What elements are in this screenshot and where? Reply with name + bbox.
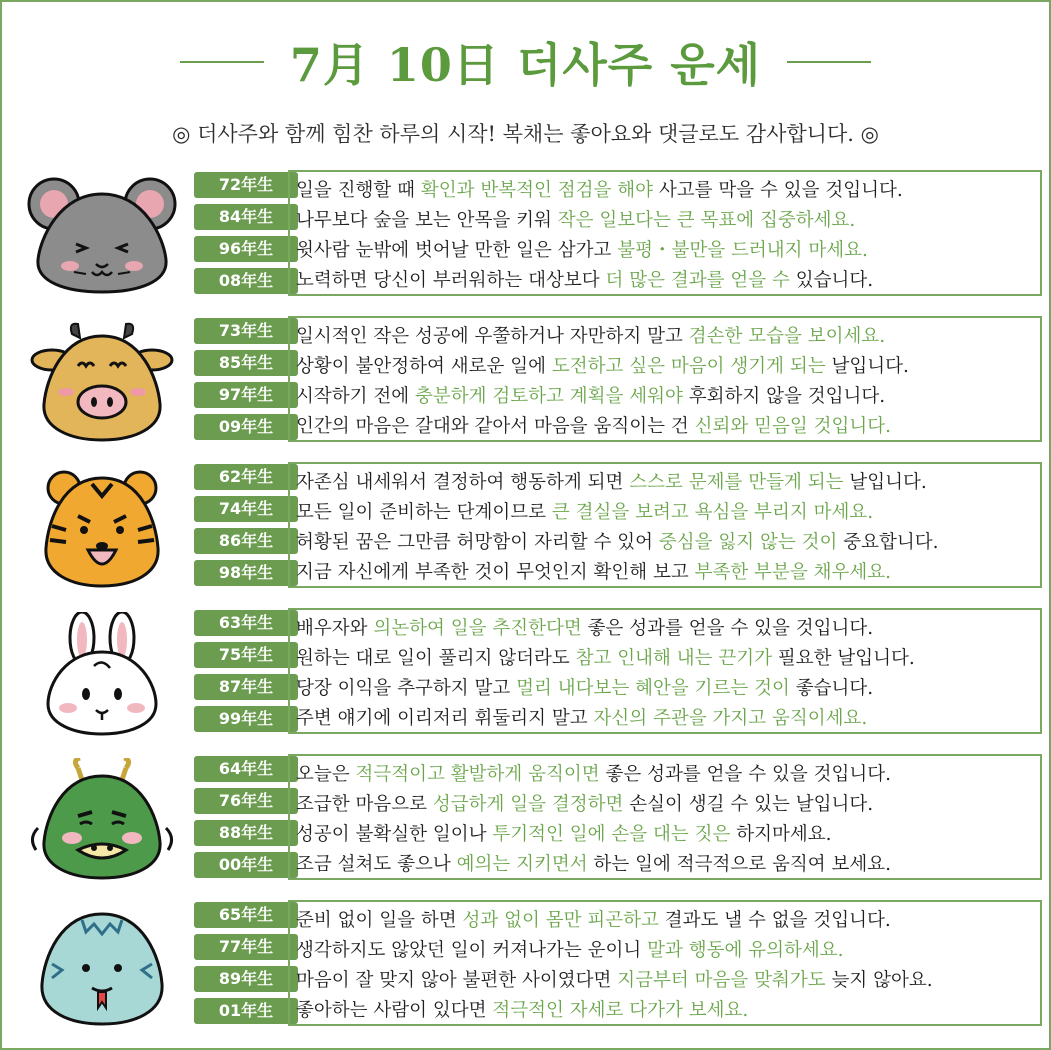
year-badge: 89年生 [194, 966, 298, 992]
fortune-line [296, 820, 1040, 850]
year-badge: 86年生 [194, 528, 298, 554]
birth-years-dragon [194, 756, 298, 884]
zodiac-block-rat [22, 170, 1044, 298]
fortune-text: 원하는 대로 일이 풀리지 않더라도 [296, 648, 576, 669]
fortune-highlight: 중심을 잃지 않는 것이 [658, 532, 838, 553]
year-badge: 77年生 [194, 934, 298, 960]
year-badge: 96年生 [194, 236, 298, 262]
year-badge: 63年生 [194, 610, 298, 636]
fortune-text: 손실이 생길 수 있는 날입니다. [623, 794, 874, 815]
fortune-line [296, 206, 1040, 236]
fortune-line [296, 966, 1040, 996]
fortune-text: 자존심 내세워서 결정하여 행동하게 되면 [296, 472, 630, 493]
fortune-highlight: 도전하고 싶은 마음이 생기게 되는 [551, 356, 826, 377]
fortune-text: 좋아하는 사람이 있다면 [296, 1000, 493, 1021]
fortune-highlight: 멀리 내다보는 혜안을 기르는 것이 [516, 678, 790, 699]
fortune-line [296, 644, 1040, 674]
fortune-highlight: 불평・불만을 드러내지 마세요. [617, 240, 868, 261]
fortune-line [296, 850, 1040, 880]
fortune-text: 지금 자신에게 부족한 것이 무엇인지 확인해 보고 [296, 562, 695, 583]
fortune-line [296, 558, 1040, 588]
fortune-highlight: 성과 없이 몸만 피곤하고 [462, 910, 659, 931]
fortune-line [296, 498, 1040, 528]
fortune-highlight: 성급하게 일을 결정하면 [432, 794, 624, 815]
fortune-highlight: 더 많은 결과를 얻을 수 [605, 270, 790, 291]
fortune-line [296, 176, 1040, 206]
fortune-box-snake [288, 900, 1042, 1026]
year-badge: 75年生 [194, 642, 298, 668]
birth-years-snake [194, 902, 298, 1030]
fortune-line [296, 614, 1040, 644]
fortune-text: 필요한 날입니다. [771, 648, 915, 669]
fortune-text: 있습니다. [789, 270, 874, 291]
fortune-line [296, 760, 1040, 790]
year-badge: 76年生 [194, 788, 298, 814]
year-badge: 73年生 [194, 318, 298, 344]
fortune-box-rat [288, 170, 1042, 296]
year-badge: 98年生 [194, 560, 298, 586]
fortune-line [296, 382, 1040, 412]
tiger-icon [22, 466, 182, 590]
fortune-text: 일시적인 작은 성공에 우쭐하거나 자만하지 말고 [296, 326, 689, 347]
fortune-text: 좋습니다. [789, 678, 874, 699]
fortune-text: 모든 일이 준비하는 단계이므로 [296, 502, 552, 523]
snake-icon [22, 904, 182, 1028]
year-badge: 97年生 [194, 382, 298, 408]
fortune-text: 나무보다 숲을 보는 안목을 키워 [296, 210, 558, 231]
zodiac-block-dragon [22, 754, 1044, 882]
fortune-highlight: 말과 행동에 유의하세요. [647, 940, 844, 961]
fortune-highlight: 겸손한 모습을 보이세요. [688, 326, 886, 347]
title-divider-left [180, 61, 264, 63]
dragon-icon [22, 758, 182, 882]
fortune-highlight: 확인과 반복적인 점검을 해야 [420, 180, 653, 201]
fortune-highlight: 예의는 지키면서 [456, 854, 588, 875]
fortune-text: 허황된 꿈은 그만큼 허망함이 자리할 수 있어 [296, 532, 659, 553]
fortune-line [296, 906, 1040, 936]
year-badge: 99年生 [194, 706, 298, 732]
ox-icon [22, 320, 182, 444]
fortune-text: 조급한 마음으로 [296, 794, 433, 815]
fortune-text: 성공이 불확실한 일이나 [296, 824, 493, 845]
fortune-text: 하는 일에 적극적으로 움직여 보세요. [587, 854, 891, 875]
rabbit-icon [22, 612, 182, 736]
fortune-highlight: 의논하여 일을 추진한다면 [373, 618, 582, 639]
fortune-line [296, 236, 1040, 266]
fortune-box-tiger [288, 462, 1042, 588]
fortune-highlight: 적극적이고 활발하게 움직이면 [355, 764, 600, 785]
title-divider-right [787, 61, 871, 63]
year-badge: 85年生 [194, 350, 298, 376]
birth-years-ox [194, 318, 298, 446]
birth-years-tiger [194, 464, 298, 592]
fortune-text: 생각하지도 않았던 일이 커져나가는 운이니 [296, 940, 648, 961]
fortune-text: 좋은 성과를 얻을 수 있을 것입니다. [599, 764, 891, 785]
fortune-line [296, 996, 1040, 1026]
fortune-text: 날입니다. [825, 356, 909, 377]
fortune-text: 준비 없이 일을 하면 [296, 910, 463, 931]
year-badge: 74年生 [194, 496, 298, 522]
fortune-highlight: 지금부터 마음을 맞춰가도 [617, 970, 826, 991]
fortune-line [296, 352, 1040, 382]
page-subtitle: ◎ 더사주와 함께 힘찬 하루의 시작! 복채는 좋아요와 댓글로도 감사합니다. ◎ [172, 122, 879, 146]
zodiac-block-tiger [22, 462, 1044, 590]
rat-icon [22, 174, 182, 298]
zodiac-block-snake [22, 900, 1044, 1028]
fortune-text: 날입니다. [843, 472, 927, 493]
year-badge: 08年生 [194, 268, 298, 294]
fortune-line [296, 266, 1040, 296]
fortune-text: 하지마세요. [730, 824, 832, 845]
page-title: 7月 10日 더사주 운세 [289, 38, 762, 92]
birth-years-rat [194, 172, 298, 300]
fortune-text: 시작하기 전에 [296, 386, 415, 407]
fortune-highlight: 투기적인 일에 손을 대는 짓은 [492, 824, 731, 845]
year-badge: 88年生 [194, 820, 298, 846]
fortune-text: 좋은 성과를 얻을 수 있을 것입니다. [581, 618, 874, 639]
year-badge: 65年生 [194, 902, 298, 928]
year-badge: 87年生 [194, 674, 298, 700]
fortune-line [296, 412, 1040, 442]
fortune-text: 사고를 막을 수 있을 것입니다. [652, 180, 903, 201]
fortune-line [296, 704, 1040, 734]
fortune-highlight: 신뢰와 믿음일 것입니다. [694, 416, 891, 437]
fortune-text: 배우자와 [296, 618, 374, 639]
year-badge: 84年生 [194, 204, 298, 230]
fortune-text: 늦지 않아요. [825, 970, 933, 991]
fortune-highlight: 적극적인 자세로 다가가 보세요. [492, 1000, 749, 1021]
year-badge: 09年生 [194, 414, 298, 440]
fortune-text: 오늘은 [296, 764, 356, 785]
fortune-highlight: 충분하게 검토하고 계획을 세워야 [415, 386, 683, 407]
fortune-highlight: 부족한 부분을 채우세요. [694, 562, 891, 583]
fortune-box-rabbit [288, 608, 1042, 734]
fortune-line [296, 468, 1040, 498]
fortune-text: 노력하면 당신이 부러워하는 대상보다 [296, 270, 606, 291]
fortune-text: 후회하지 않을 것입니다. [682, 386, 886, 407]
year-badge: 64年生 [194, 756, 298, 782]
birth-years-rabbit [194, 610, 298, 738]
year-badge: 00年生 [194, 852, 298, 878]
fortune-highlight: 스스로 문제를 만들게 되는 [629, 472, 844, 493]
fortune-text: 상황이 불안정하여 새로운 일에 [296, 356, 552, 377]
year-badge: 01年生 [194, 998, 298, 1024]
fortune-text: 중요합니다. [837, 532, 939, 553]
fortune-text: 마음이 잘 맞지 않아 불편한 사이였다면 [296, 970, 618, 991]
fortune-text: 주변 얘기에 이리저리 휘둘리지 말고 [296, 708, 594, 729]
fortune-highlight: 참고 인내해 내는 끈기가 [575, 648, 772, 669]
fortune-box-dragon [288, 754, 1042, 880]
zodiac-block-rabbit [22, 608, 1044, 736]
year-badge: 62年生 [194, 464, 298, 490]
fortune-line [296, 528, 1040, 558]
fortune-text: 당장 이익을 추구하지 말고 [296, 678, 517, 699]
fortune-line [296, 674, 1040, 704]
fortune-highlight: 자신의 주관을 가지고 움직이세요. [593, 708, 868, 729]
fortune-line [296, 936, 1040, 966]
fortune-line [296, 322, 1040, 352]
fortune-text: 윗사람 눈밖에 벗어날 만한 일은 삼가고 [296, 240, 618, 261]
fortune-text: 조금 설쳐도 좋으나 [296, 854, 457, 875]
fortune-box-ox [288, 316, 1042, 442]
zodiac-block-ox [22, 316, 1044, 444]
title-bar [2, 32, 1049, 92]
fortune-text: 인간의 마음은 갈대와 같아서 마음을 움직이는 건 [296, 416, 695, 437]
fortune-line [296, 790, 1040, 820]
fortune-highlight: 큰 결실을 보려고 욕심을 부리지 마세요. [551, 502, 874, 523]
fortune-text: 일을 진행할 때 [296, 180, 421, 201]
fortune-text: 결과도 낼 수 없을 것입니다. [658, 910, 891, 931]
year-badge: 72年生 [194, 172, 298, 198]
fortune-highlight: 작은 일보다는 큰 목표에 집중하세요. [557, 210, 856, 231]
